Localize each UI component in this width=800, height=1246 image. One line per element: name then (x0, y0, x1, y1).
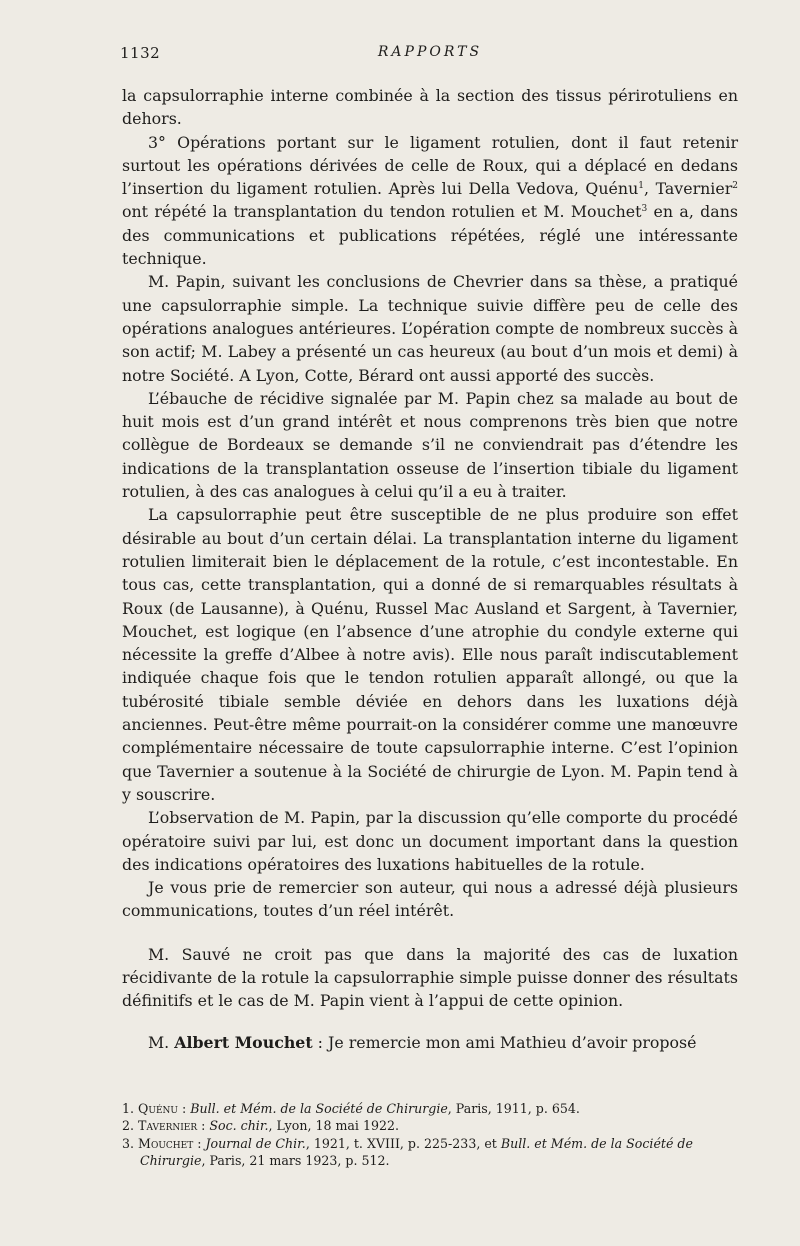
page-number: 1132 (120, 44, 161, 62)
footnote-source: Bull. et Mém. de la Société de Chirurgie (190, 1101, 448, 1116)
footnote (122, 1135, 738, 1170)
footnote-number: 1. (122, 1101, 135, 1116)
footnote-separator: : (193, 1135, 206, 1151)
footnote-author: Tavernier (138, 1118, 198, 1134)
paragraph-text: en a, dans des communications et publications répétées, réglé une intéressante technique. (122, 202, 738, 269)
paragraph-text: 3° Opérations portant sur le ligament rotulien, dont il faut retenir surtout les opérations dérivées de celle de Roux, qui a déplacé en dedans l’insertion du ligament rotulien. Après lui Della Vedova, Quénu (122, 132, 738, 199)
footnote-source: Soc. chir. (209, 1118, 269, 1134)
footnote-text: , Lyon, 18 mai 1922. (268, 1118, 400, 1134)
paragraph-mouchet (122, 1031, 738, 1054)
footnote-source: Bull. et Mém. de la Société de Chirurgie (140, 1135, 693, 1169)
footnote-text: , Paris, 1911, p. 654. (447, 1101, 580, 1116)
footnote (122, 1117, 738, 1134)
paragraph: L’ébauche de récidive signalée par M. Papin chez sa malade au bout de huit mois est d’un grand intérêt et nous comprenons très bien que notre collègue de Bordeaux se demande s’il ne conviendrait pas d’étendre les indications de la transplantation osseuse de l’insertion tibiale du ligament rotulien, à des cas analogues à celui qu’il a eu à traiter. (122, 388, 738, 502)
footnote-separator: : (197, 1118, 210, 1134)
footnote-author: Quénu (138, 1101, 178, 1116)
speaker-name: Albert Mouchet (174, 1032, 313, 1052)
paragraph-text: ne croit pas que dans la majorité des cas de luxation récidivante de la rotule la capsulorraphie simple puisse donner des résultats définitifs et le cas de M. Papin vient à l’appui de cette opinion. (122, 944, 738, 1011)
paragraph-sauve (122, 943, 738, 1013)
footnote-ref: 3 (641, 204, 648, 215)
footnote-ref: 2 (732, 181, 738, 192)
paragraph: Je vous prie de remercier son auteur, qui nous a adressé déjà plusieurs communications, toutes d’un réel intérêt. (122, 878, 738, 921)
paragraph (122, 131, 738, 271)
paragraph-text: : Je remercie mon ami Mathieu d’avoir proposé (312, 1032, 697, 1052)
footnote-text: , Paris, 21 mars 1923, p. 512. (201, 1153, 390, 1169)
footnote-number: 2. (122, 1118, 135, 1134)
body-text (122, 84, 738, 1054)
footnote-ref: 1 (638, 181, 644, 192)
paragraph: La capsulorraphie peut être susceptible de ne plus produire son effet désirable au bout d’un certain délai. La transplantation interne du ligament rotulien limiterait bien le déplacement de la rotule, c’est incontestable. En tous cas, cette transplantation, qui a donné de si remarquables résultats à Roux (de Lausanne), à Quénu, Russel Mac Ausland et Sargent, à Tavernier, Mouchet, est logique (en l’absence d’une atrophie du condyle externe qui nécessite la greffe d’Albee à notre avis). Elle nous paraît indiscutablement indiquée chaque fois que le tendon rotulien apparaît allongé, ou que la tubérosité tibiale semble déviée en dehors dans les luxations déjà anciennes. Peut-être même pourrait-on la considérer comme une manœuvre complémentaire nécessaire de toute capsulorraphie interne. C’est l’opinion que Tavernier a soutenue à la Société de chirurgie de Lyon. M. Papin tend à y souscrire. (122, 505, 738, 804)
footnote-text: , 1921, t. XVIII, p. 225-233, et (305, 1135, 501, 1151)
paragraph: M. Papin, suivant les conclusions de Chevrier dans sa thèse, a pratiqué une capsulorraphie simple. La technique suivie diffère peu de celle des opérations analogues antérieures. L’opération compte de nombreux succès à son actif; M. Labey a présenté un cas heureux (au bout d’un mois et demi) à notre Société. A Lyon, Cotte, Bérard ont aussi apporté des succès. (122, 272, 738, 385)
footnote-separator: : (178, 1101, 191, 1116)
paragraph: la capsulorraphie interne combinée à la section des tissus périrotuliens en dehors. (122, 86, 738, 129)
footnote (122, 1100, 738, 1117)
footnote-number: 3. (122, 1135, 135, 1151)
footnotes (122, 1100, 738, 1170)
running-title: RAPPORTS (377, 44, 483, 60)
paragraph-text: ont répété la transplantation du tendon rotulien et M. Mouchet (122, 202, 642, 222)
speaker-name: M. Sauvé (148, 944, 231, 964)
speaker-prefix: M. (148, 1032, 175, 1052)
footnote-author: Mouchet (138, 1135, 194, 1151)
footnote-source: Journal de Chir. (205, 1135, 306, 1151)
page-header (120, 44, 740, 68)
paragraph-text: , Tavernier (644, 179, 733, 199)
paragraph: L’observation de M. Papin, par la discussion qu’elle comporte du procédé opératoire suivi par lui, est donc un document important dans la question des indications opératoires des luxations habituelles de la rotule. (122, 808, 738, 874)
